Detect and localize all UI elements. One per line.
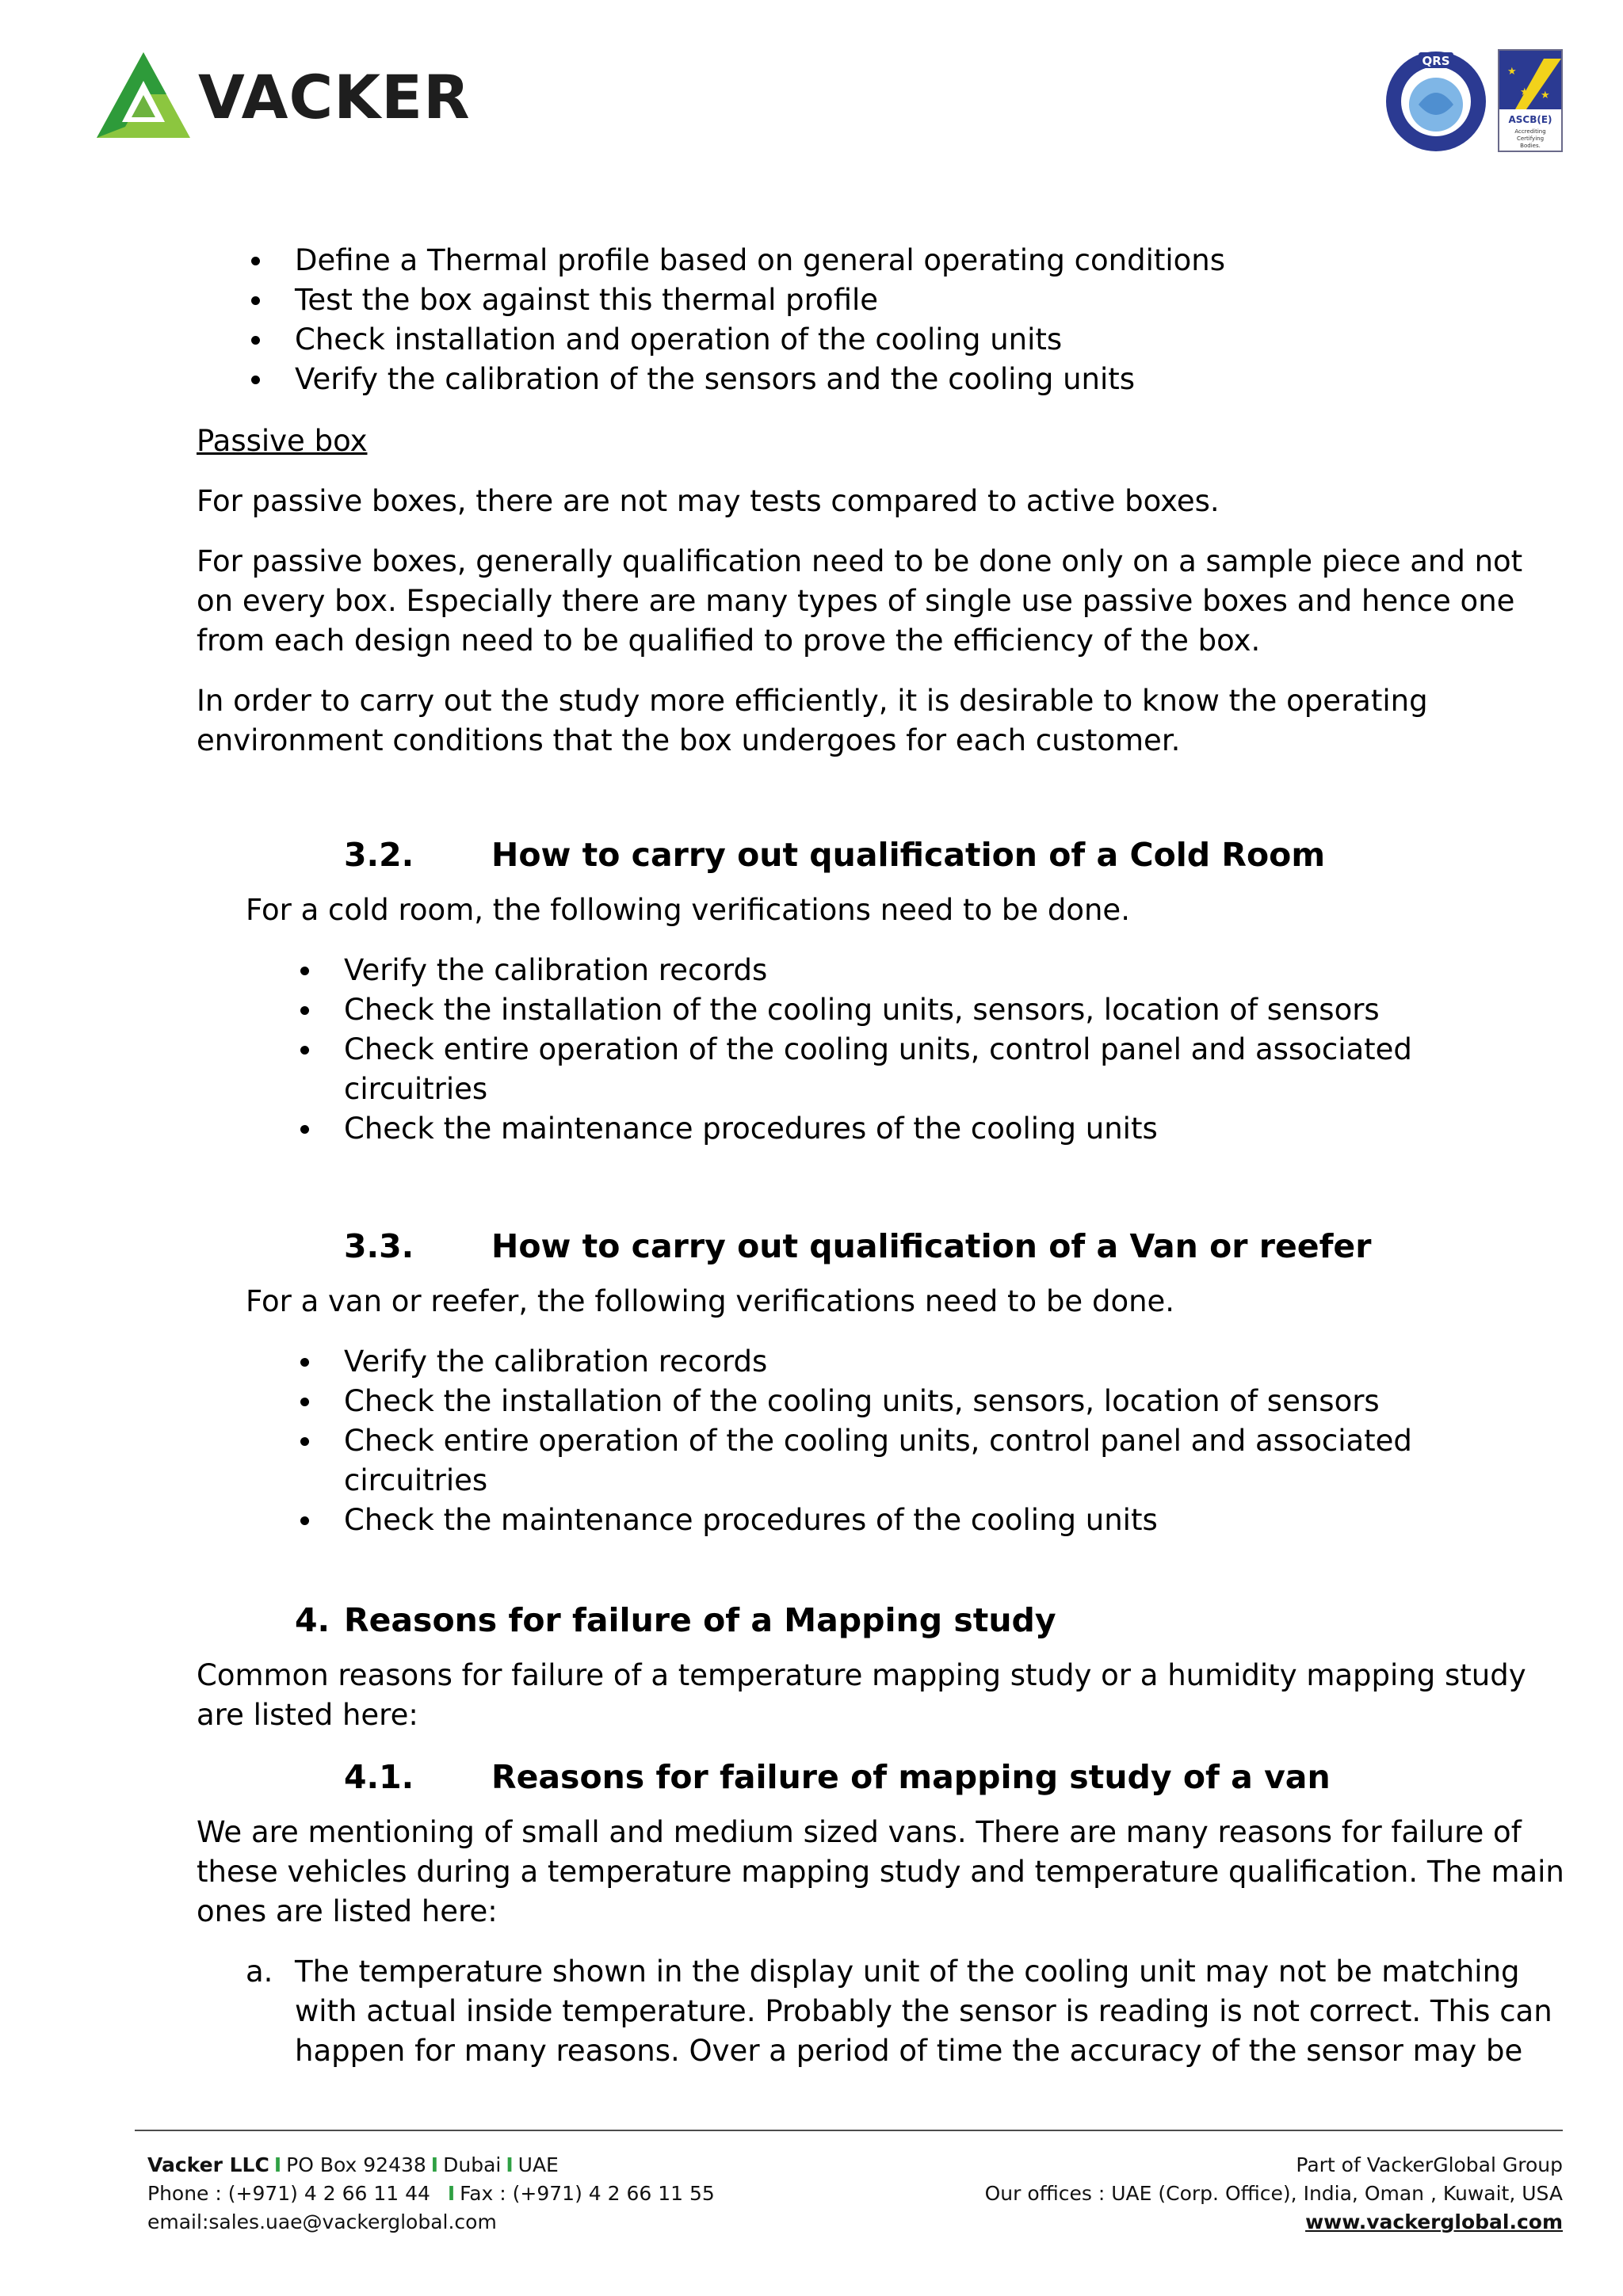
separator: I bbox=[506, 2153, 514, 2176]
section-intro: For a cold room, the following verifications need to be done. bbox=[246, 893, 1130, 927]
section-title: Reasons for failure of mapping study of a van bbox=[491, 1758, 1331, 1796]
paragraph-line: from each design need to be qualified to prove the efficiency of the box. bbox=[197, 624, 1261, 658]
cold-room-bullet-list-cont bbox=[344, 1109, 1158, 1149]
footer-contact bbox=[147, 2179, 715, 2208]
list-item: Check the installation of the cooling units, sensors, location of sensors bbox=[344, 1382, 1412, 1421]
section-intro: For a van or reefer, the following verifications need to be done. bbox=[246, 1284, 1175, 1318]
ascb-label: ASCB(E) bbox=[1508, 114, 1552, 125]
list-item-continuation: circuitries bbox=[344, 1463, 488, 1497]
website-link[interactable]: www.vackerglobal.com bbox=[1305, 2210, 1563, 2233]
list-item: Check the installation of the cooling units, sensors, location of sensors bbox=[344, 990, 1412, 1030]
separator: I bbox=[447, 2182, 456, 2205]
paragraph-line: on every box. Especially there are many types of single use passive boxes and hence one bbox=[197, 584, 1515, 618]
svg-text:QRS: QRS bbox=[1422, 54, 1450, 68]
paragraph-line: Common reasons for failure of a temperature mapping study or a humidity mapping study bbox=[197, 1658, 1526, 1692]
paragraph: For passive boxes, there are not may tests compared to active boxes. bbox=[197, 484, 1220, 518]
section-number: 3.2. bbox=[344, 836, 414, 874]
po-box: PO Box 92438 bbox=[286, 2153, 426, 2176]
footer-email[interactable]: email:sales.uae@vackerglobal.com bbox=[147, 2210, 497, 2233]
list-item: Define a Thermal profile based on general operating conditions bbox=[295, 241, 1225, 280]
section-number: 4.1. bbox=[344, 1758, 414, 1796]
vacker-triangle-icon bbox=[94, 49, 193, 144]
list-item-line: happen for many reasons. Over a period of time the accuracy of the sensor may be bbox=[295, 2034, 1523, 2068]
ascb-certification-badge bbox=[1498, 49, 1563, 152]
list-item-continuation: circuitries bbox=[344, 1072, 488, 1106]
svg-text:★: ★ bbox=[1541, 90, 1550, 101]
section-number: 3.3. bbox=[344, 1227, 414, 1265]
paragraph-line: In order to carry out the study more efficiently, it is desirable to know the operating bbox=[197, 684, 1428, 718]
paragraph-line: For passive boxes, generally qualification need to be done only on a sample piece and not bbox=[197, 544, 1523, 578]
list-item: Verify the calibration records bbox=[344, 951, 1412, 990]
qrs-iso-seal-icon bbox=[1384, 49, 1488, 154]
phone: Phone : (+971) 4 2 66 11 44 bbox=[147, 2182, 430, 2205]
list-item: Test the box against this thermal profile bbox=[295, 280, 1225, 320]
list-item-line: with actual inside temperature. Probably the sensor is reading is not correct. This can bbox=[295, 1994, 1552, 2028]
list-item: Check the maintenance procedures of the cooling units bbox=[344, 1501, 1158, 1540]
paragraph-line: these vehicles during a temperature mapping study and temperature qualification. The main bbox=[197, 1855, 1564, 1889]
paragraph-line: ones are listed here: bbox=[197, 1894, 498, 1928]
paragraph-line: environment conditions that the box undergoes for each customer. bbox=[197, 723, 1181, 757]
footer-group: Part of VackerGlobal Group bbox=[1296, 2153, 1563, 2176]
paragraph-line: We are mentioning of small and medium sized vans. There are many reasons for failure of bbox=[197, 1815, 1522, 1849]
svg-text:★: ★ bbox=[1507, 66, 1517, 78]
intro-bullet-list bbox=[295, 241, 1225, 399]
list-item: Verify the calibration of the sensors and the cooling units bbox=[295, 360, 1225, 399]
section-number: 4. bbox=[295, 1601, 330, 1639]
ascb-star-panel bbox=[1499, 51, 1561, 109]
list-item: Check entire operation of the cooling units, control panel and associated bbox=[344, 1030, 1412, 1070]
logo-wordmark: VACKER bbox=[198, 61, 471, 132]
stars-icon bbox=[1499, 51, 1561, 109]
country: UAE bbox=[517, 2153, 559, 2176]
paragraph-line: are listed here: bbox=[197, 1698, 418, 1732]
section-title: Reasons for failure of a Mapping study bbox=[344, 1601, 1056, 1639]
van-bullet-list-cont bbox=[344, 1501, 1158, 1540]
company-name: Vacker LLC bbox=[147, 2153, 269, 2176]
separator: I bbox=[273, 2153, 282, 2176]
list-marker: a. bbox=[246, 1955, 273, 1989]
list-item: Check installation and operation of the cooling units bbox=[295, 320, 1225, 360]
footer-divider bbox=[135, 2130, 1563, 2131]
fax: Fax : (+971) 4 2 66 11 55 bbox=[460, 2182, 715, 2205]
list-item: Check entire operation of the cooling units, control panel and associated bbox=[344, 1421, 1412, 1461]
van-bullet-list bbox=[344, 1342, 1412, 1461]
passive-box-heading: Passive box bbox=[197, 424, 368, 458]
section-title: How to carry out qualification of a Van or reefer bbox=[491, 1227, 1372, 1265]
list-item: Verify the calibration records bbox=[344, 1342, 1412, 1382]
city: Dubai bbox=[443, 2153, 502, 2176]
list-item-line: The temperature shown in the display unit of the cooling unit may not be matching bbox=[295, 1955, 1520, 1989]
cold-room-bullet-list bbox=[344, 951, 1412, 1070]
svg-text:★: ★ bbox=[1520, 86, 1529, 98]
separator: I bbox=[430, 2153, 439, 2176]
vacker-logo bbox=[94, 49, 471, 144]
section-title: How to carry out qualification of a Cold Room bbox=[491, 836, 1326, 874]
footer-offices: Our offices : UAE (Corp. Office), India, Oman , Kuwait, USA bbox=[984, 2182, 1563, 2205]
footer-address bbox=[147, 2150, 559, 2180]
list-item: Check the maintenance procedures of the cooling units bbox=[344, 1109, 1158, 1149]
ascb-subtitle: Accrediting Certifying Bodies. bbox=[1514, 128, 1546, 149]
certification-badges bbox=[1384, 49, 1563, 154]
